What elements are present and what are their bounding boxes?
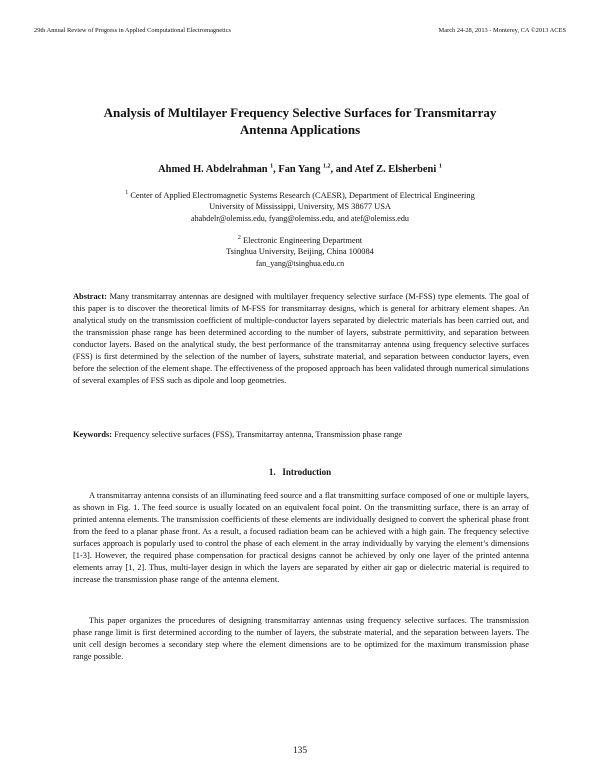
keywords-label: Keywords: <box>73 430 113 439</box>
affiliation-department: Electronic Engineering Department <box>243 236 363 245</box>
page-number: 135 <box>292 746 308 756</box>
affiliation-address: University of Mississippi, University, MS 38677 USA <box>209 202 391 212</box>
section-number: 1. <box>268 467 276 477</box>
author-name: Ahmed H. Abdelrahman <box>158 164 268 175</box>
section-heading <box>0 466 600 478</box>
author-name: Fan Yang <box>278 164 321 175</box>
affiliation-email: ahabdelr@olemiss.edu, fyang@olemiss.edu, and atef@olemiss.edu <box>191 213 409 223</box>
author-name: Atef Z. Elsherbeni <box>354 164 437 175</box>
conference-date: March 24-28, 2013 - Monterey, CA ©2013 ACES <box>438 27 566 34</box>
abstract-text: Many transmitarray antennas are designed with multilayer frequency selective surface (M-FSS) type elements. The goal of this paper is to discover the theoretical limits of M-FSS for transmitarray designs, which is general for arbitrary element shapes. An analytical study on the transmission coefficient of multiple-conductor layers separated by dielectric materials has been carried out, and the transmission phase range has been determined according to the number of layers, substrate permittivity, and separation between conductor layers. Based on the analytical study, the best performance of the transmitarray antenna using frequency selective surfaces (FSS) is first determined by the selection of the number of layers, substrate material, and separation between conductor layers, even before the selection of the element shape. The effectiveness of the proposed approach has been validated through numerical simulations of several examples of FSS such as dipole and loop geometries. <box>73 292 529 385</box>
section-title: Introduction <box>282 467 332 477</box>
author-affiliation-mark: 1 <box>438 163 442 170</box>
abstract <box>73 291 529 387</box>
title-line-2: Antenna Applications <box>239 122 361 137</box>
keywords <box>73 429 529 441</box>
keywords-text: Frequency selective surfaces (FSS), Transmitarray antenna, Transmission phase range <box>114 430 403 439</box>
affiliation-2 <box>40 235 560 269</box>
author-affiliation-mark: 1 <box>270 163 274 170</box>
author-separator: , and <box>330 164 355 175</box>
abstract-label: Abstract: <box>73 292 107 301</box>
paper-title <box>60 104 540 138</box>
affiliation-line <box>40 190 560 201</box>
author-list <box>40 163 560 176</box>
conference-name: 29th Annual Review of Progress in Applied Computational Electromagnetics <box>34 27 232 34</box>
affiliation-mark: 1 <box>125 190 129 197</box>
body-paragraph: A transmitarray antenna consists of an illuminating feed source and a flat transmitting surface composed of one or multiple layers, as shown in Fig. 1. The feed source is usually located on an equivalent focal point. On the transmitting surface, there is an array of printed antenna elements. The transmission coefficients of these elements are individually designed to convert the spherical phase front from the feed to a planar phase front. As a result, a focused radiation beam can be achieved with a high gain. The frequency selective surfaces approach is popularly used to control the phase of each element in the array individually by varying the element’s dimensions [1-3]. However, the required phase compensation for practical designs cannot be achieved by only one layer of the printed antenna elements array [1, 2]. Thus, multi-layer design in which the layers are separated by either air gap or dielectric material is required to increase the transmission phase range of the antenna element. <box>73 491 529 584</box>
affiliation-1 <box>40 190 560 224</box>
affiliation-mark: 2 <box>237 235 241 242</box>
affiliation-email: fan_yang@tsinghua.edu.cn <box>255 258 345 268</box>
affiliation-line <box>40 235 560 246</box>
affiliation-address: Tsinghua University, Beijing, China 100084 <box>226 247 374 257</box>
affiliation-department: Center of Applied Electromagnetic Systems Research (CAESR), Department of Electrical Engineering <box>130 191 475 200</box>
body-paragraph: This paper organizes the procedures of designing transmitarray antennas using frequency selective surfaces. The transmission phase range limit is first determined according to the number of layers, the substrate material, and the separation between layers. The unit cell design becomes a secondary step where the element dimensions are to be optimized for the maximum transmission phase range possible. <box>73 616 529 661</box>
running-header <box>34 27 566 34</box>
title-line-1: Analysis of Multilayer Frequency Selective Surfaces for Transmitarray <box>103 105 497 120</box>
author-separator: , <box>273 164 279 175</box>
author-affiliation-mark: 1,2 <box>323 163 331 170</box>
